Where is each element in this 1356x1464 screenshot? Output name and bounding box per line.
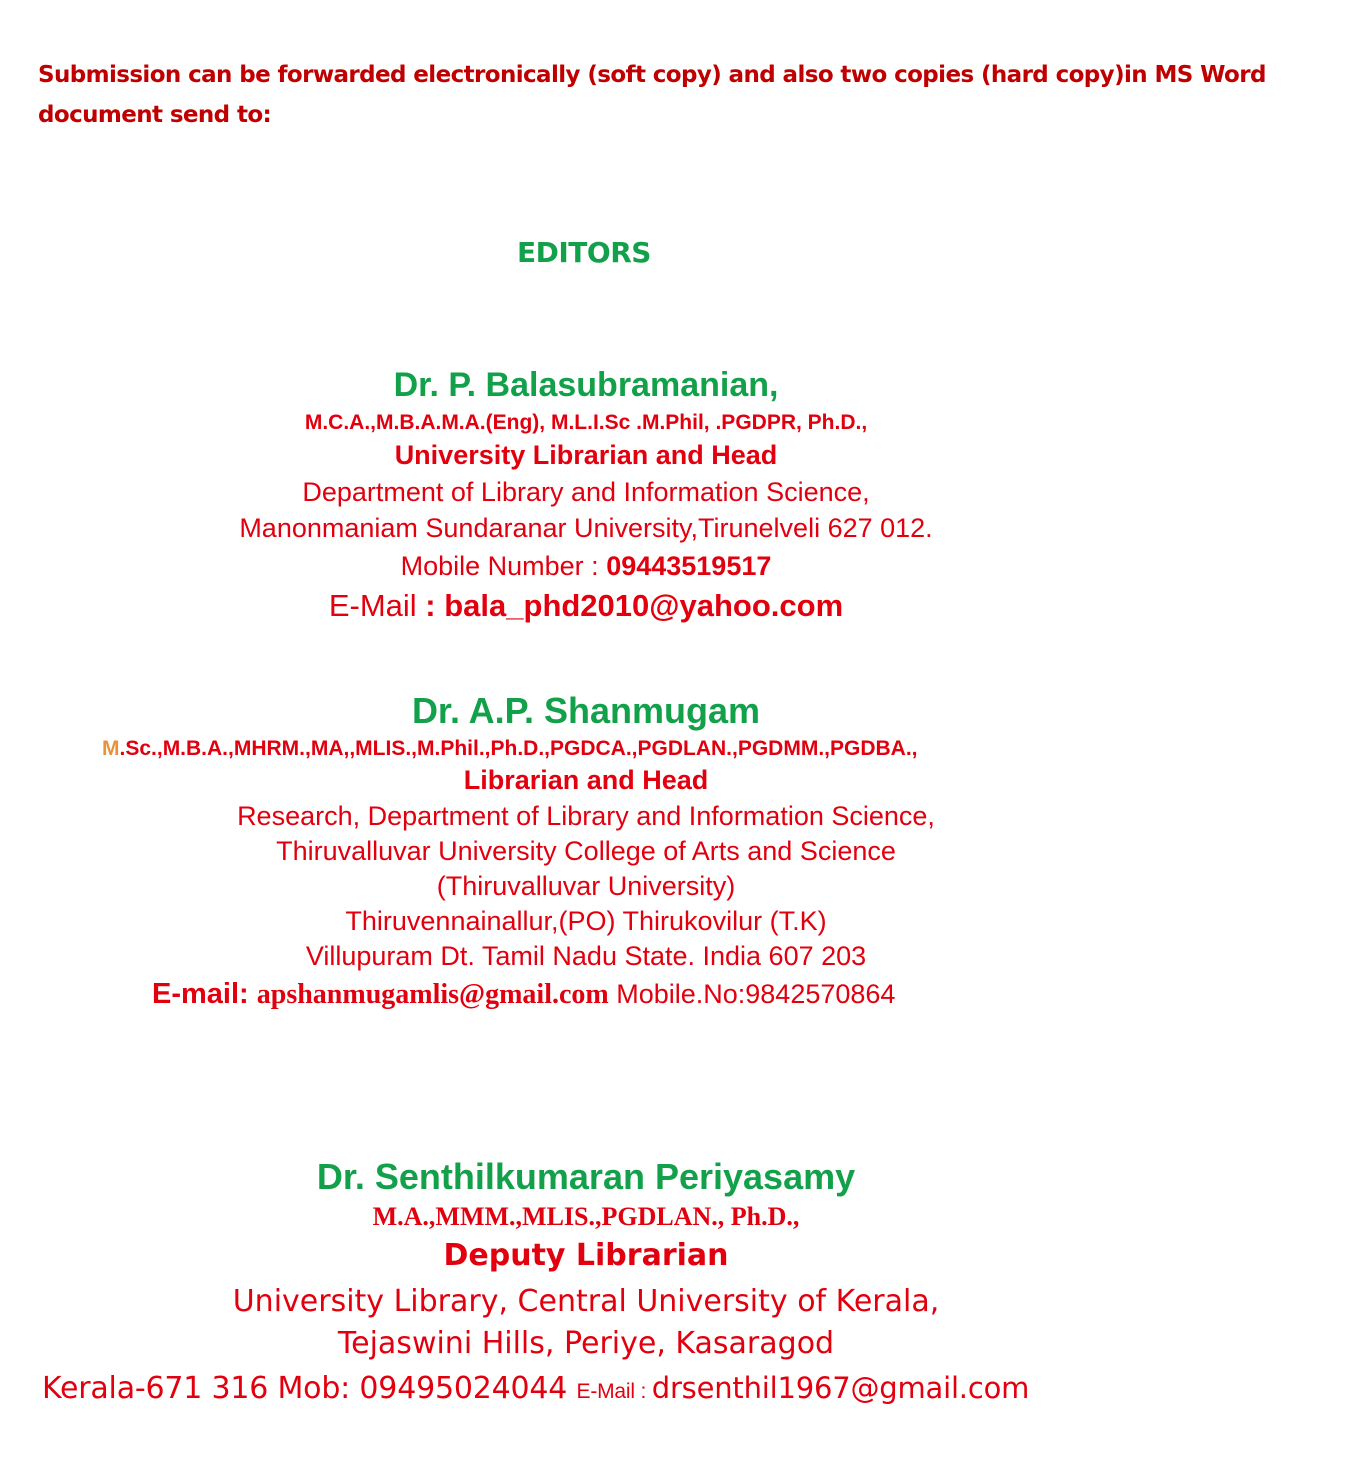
- mobile-label: Mobile Number :: [400, 551, 607, 581]
- editor-address-line: Villupuram Dt. Tamil Nadu State. India 607 203: [305, 941, 867, 971]
- intro-line-1: Submission can be forwarded electronically (soft copy) and also two copies (hard copy)in MS Word: [38, 62, 1266, 88]
- editor-mobile-row: [0, 551, 1172, 582]
- email-label: E-mail:: [152, 978, 257, 1010]
- editor-address-line: Tejaswini Hills, Periye, Kasaragod: [337, 1326, 835, 1361]
- editor-contact-row: [42, 1371, 1029, 1406]
- editor-address-line: Research, Department of Library and Information Science,: [237, 801, 935, 831]
- editor-address-line: (Thiruvalluvar University): [436, 871, 736, 901]
- editor-address-line: Thiruvalluvar University College of Arts and Science: [276, 836, 896, 866]
- intro-line-2: document send to:: [38, 102, 272, 128]
- editor-address-line: Thiruvennainallur,(PO) Thirukovilur (T.K): [345, 906, 827, 936]
- editor-address-line: University Library, Central University of Kerala,: [232, 1284, 940, 1319]
- mobile-number: Mobile.No:9842570864: [608, 979, 896, 1009]
- email-label: E-Mail: [328, 588, 426, 623]
- email-label: E-Mail :: [576, 1380, 652, 1403]
- editor-designation: Deputy Librarian: [443, 1238, 729, 1273]
- editor-address-line: Department of Library and Information Science,: [302, 477, 870, 507]
- editor-qualifications: M.A.,MMM.,MLIS.,PGDLAN., Ph.D.,: [372, 1202, 800, 1231]
- editors-heading: EDITORS: [517, 236, 651, 269]
- email-address[interactable]: apshanmugamlis@gmail.com: [256, 979, 609, 1010]
- editor-qualifications: M.C.A.,M.B.A.M.A.(Eng), M.L.I.Sc .M.Phil, .PGDPR, Ph.D.,: [304, 411, 868, 434]
- editor-email-row: [0, 588, 1172, 624]
- editor-address-line: Manonmaniam Sundaranar University,Tirunelveli 627 012.: [239, 513, 933, 543]
- address-mobile: Kerala-671 316 Mob: 09495024044: [42, 1371, 577, 1406]
- email-address[interactable]: drsenthil1967@gmail.com: [651, 1371, 1030, 1405]
- editor-name: Dr. A.P. Shanmugam: [411, 690, 761, 731]
- editor-contact-row: [152, 978, 895, 1011]
- editor-designation: University Librarian and Head: [394, 440, 778, 470]
- editor-name: Dr. P. Balasubramanian,: [393, 366, 779, 404]
- mobile-number: 09443519517: [606, 551, 772, 581]
- qualifications-initial: M: [102, 737, 120, 760]
- editor-designation: Librarian and Head: [463, 765, 709, 795]
- email-address[interactable]: : bala_phd2010@yahoo.com: [425, 588, 844, 623]
- editor-qualifications: M.Sc.,M.B.A.,MHRM.,MA,,MLIS.,M.Phil.,Ph.D.,PGDCA.,PGDLAN.,PGDMM.,PGDBA.,: [102, 737, 918, 760]
- editor-name: Dr. Senthilkumaran Periyasamy: [316, 1156, 856, 1197]
